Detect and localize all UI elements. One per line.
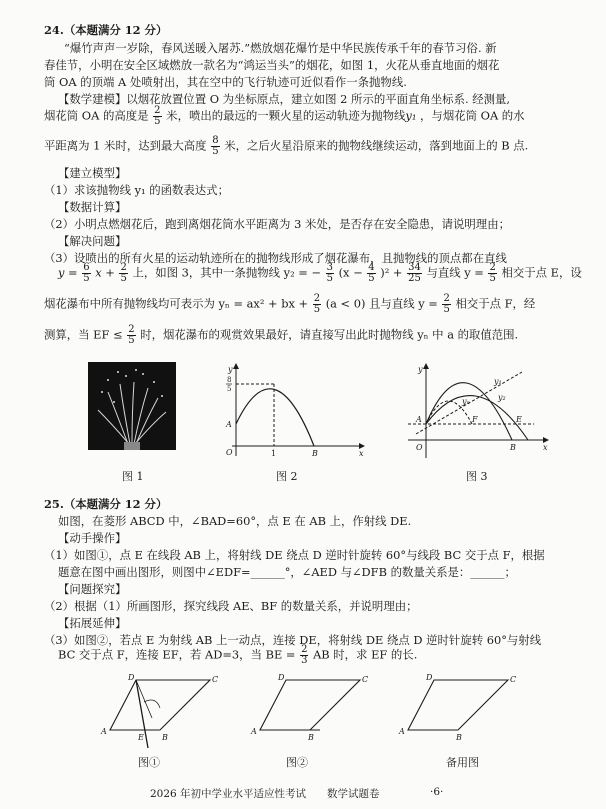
vertex-c-label: C xyxy=(510,675,517,684)
frac-num: 2 xyxy=(301,644,308,655)
y1-curve-label: y₁ xyxy=(494,377,502,386)
fraction-two-fifths xyxy=(153,106,161,127)
tick-8-label: 8 xyxy=(227,376,232,384)
q24-para2-line1: 【数学建模】以烟花放置位置 O 为坐标原点，建立如图 2 所示的平面直角坐标系. 经测量, xyxy=(58,92,510,106)
q3-line2-b: x + xyxy=(95,265,115,280)
fraction-two-thirds xyxy=(300,645,308,666)
fraction-four-fifths xyxy=(367,263,375,284)
q24-para2-line3 xyxy=(44,136,528,157)
fraction-two-fifths xyxy=(313,294,321,315)
fraction-two-fifths xyxy=(488,263,496,284)
fraction-two-fifths xyxy=(442,294,450,315)
frac-den: 5 xyxy=(154,116,161,127)
frac-num: 2 xyxy=(489,262,496,273)
vertex-b-label: B xyxy=(162,733,168,742)
q24-para1-line1: “爆竹声声一岁除，春风送暖入屠苏.”燃放烟花爆竹是中华民族传承千年的春节习俗. 新 xyxy=(64,41,497,55)
y-axis-label: y xyxy=(228,365,233,374)
fraction-eight-fifths xyxy=(211,136,219,157)
frac-num: 6 xyxy=(83,262,90,273)
y-axis-label: y xyxy=(418,365,423,374)
frac-num: 2 xyxy=(120,262,127,273)
q25-para1: 如图，在菱形 ABCD 中，∠BAD=60°，点 E 在 AB 上，作射线 DE. xyxy=(58,514,412,528)
frac-den: 5 xyxy=(326,273,333,284)
x-axis-label: x xyxy=(543,443,548,452)
frac-den: 5 xyxy=(489,273,496,284)
q25-question-1-line2: 题意在图中画出图形，则图中∠EDF=______°，∠AED 与∠DFB 的数量关系是：______； xyxy=(58,565,516,579)
frac-num: 8 xyxy=(212,135,219,146)
q24-heading-model: 【建立模型】 xyxy=(58,166,127,180)
frac-num: 4 xyxy=(368,262,375,273)
point-e-label: E xyxy=(516,415,522,424)
q24-title: 24.（本题满分 12 分） xyxy=(44,23,168,37)
q24-para2-line3-b: 米，之后火星沿原来的抛物线继续运动，落到地面上的 B 点. xyxy=(224,138,529,153)
vertex-a-label: A xyxy=(251,727,257,736)
vertex-c-label: C xyxy=(212,675,219,684)
tick-1-label: 1 xyxy=(271,449,277,458)
q24-para2-line2-c: ，与烟花筒 OA 的水 xyxy=(420,108,525,123)
rhombus-figure-1 xyxy=(98,672,228,750)
rhombus-figure-2 xyxy=(250,672,380,750)
q24-heading-solve: 【解决问题】 xyxy=(58,234,127,248)
frac-num: 2 xyxy=(154,105,161,116)
fraction-two-fifths xyxy=(127,325,135,346)
frac-den: 5 xyxy=(313,304,321,315)
fraction-two-fifths xyxy=(119,263,127,284)
parabola-y1 xyxy=(236,389,314,446)
figure-2-caption: 图 2 xyxy=(276,470,298,483)
figure-1-circled-caption: 图① xyxy=(138,756,160,769)
frac-num: 34 xyxy=(408,262,421,273)
q25-q3-line2-b: AB 时，求 EF 的长. xyxy=(313,647,418,662)
rhombus-spare-figure xyxy=(398,672,528,750)
q25-heading-extend: 【拓展延伸】 xyxy=(58,616,127,630)
point-b-label: B xyxy=(510,443,516,452)
q24-question-3-line2 xyxy=(58,263,582,284)
fireworks-photo xyxy=(88,362,176,450)
q3-line2-d: (x − xyxy=(338,265,363,280)
point-a-label: A xyxy=(416,415,422,424)
origin-label: O xyxy=(226,448,233,457)
q3-line3-a: 烟花瀑布中所有抛物线均可表示为 yₙ = ax² + bx + xyxy=(44,296,309,311)
q3-line4-a: 测算，当 EF ≤ xyxy=(44,327,123,342)
rhombus-abcd xyxy=(110,680,210,730)
q24-question-1: （1）求该抛物线 y₁ 的函数表达式； xyxy=(44,183,229,197)
q25-title: 25.（本题满分 12 分） xyxy=(44,497,168,511)
q24-para1-line2: 春佳节，小明在安全区域燃放一款名为“鸿运当头”的烟花，如图 1，火花从垂直地面的烟花 xyxy=(44,58,500,72)
frac-den: 25 xyxy=(408,273,421,284)
fraction-34-25 xyxy=(407,263,422,284)
construction-line xyxy=(136,680,152,718)
q24-question-2: （2）小明点燃烟花后，跑到离烟花筒水平距离为 3 米处，是否存在安全隐患，请说明理由； xyxy=(44,217,510,231)
q3-line2-a: y = xyxy=(58,265,78,280)
vertex-d-label: D xyxy=(426,673,433,682)
origin-label: O xyxy=(416,443,423,452)
q25-question-3-line2 xyxy=(58,645,417,666)
vertex-a-label: A xyxy=(101,727,107,736)
vertex-d-label: D xyxy=(128,673,135,682)
frac-den: 5 xyxy=(368,273,375,284)
y2-curve-label: y₂ xyxy=(498,393,506,402)
rhombus-abcd xyxy=(408,680,508,730)
rhombus-abcd xyxy=(260,680,360,730)
point-b-label: B xyxy=(312,449,318,458)
q24-question-3-line3 xyxy=(44,294,535,315)
vertex-b-label: B xyxy=(456,733,462,742)
tick-5-label: 5 xyxy=(227,385,232,393)
q24-para2-line2 xyxy=(44,106,525,127)
frac-num: 2 xyxy=(443,293,450,304)
vertex-d-label: D xyxy=(278,673,285,682)
spare-figure-caption: 备用图 xyxy=(446,756,479,769)
frac-den: 5 xyxy=(212,146,219,157)
q25-question-2: （2）根据（1）所画图形，探究线段 AE、BF 的数量关系，并说明理由； xyxy=(44,599,418,613)
point-e-label: E xyxy=(138,733,144,742)
q3-line3-b: (a < 0) 且与直线 y = xyxy=(325,296,438,311)
parabola-y1 xyxy=(426,383,512,440)
q25-question-3-line1: （3）如图②，若点 E 为射线 AB 上一动点，连接 DE，将射线 DE 绕点 D 逆时针旋转 60°与射线 xyxy=(44,633,542,647)
vertex-a-label: A xyxy=(399,727,405,736)
q25-q3-line2-a: BC 交于点 F，连接 EF，若 AD=3，当 BE = xyxy=(58,647,296,662)
q25-heading-hands-on: 【动手操作】 xyxy=(58,531,127,545)
point-f-label: F xyxy=(472,415,478,424)
q3-line4-b: 时，烟花瀑布的观赏效果最好，请直接写出此时抛物线 yₙ 中 a 的取值范围. xyxy=(140,327,519,342)
q24-heading-calc: 【数据计算】 xyxy=(58,200,127,214)
q24-para1-line3: 筒 OA 的顶端 A 处喷射出，其在空中的飞行轨迹可近似看作一条抛物线. xyxy=(44,75,407,89)
figure-3-graph xyxy=(402,360,552,460)
q3-line2-f: 与直线 y = xyxy=(426,265,484,280)
frac-num: 3 xyxy=(326,262,333,273)
yn-curve-label: yₙ xyxy=(462,397,470,406)
q24-question-3-line1: （3）设喷出的所有火星的运动轨迹所在的抛物线形成了烟花瀑布，且抛物线的顶点都在直线 xyxy=(44,251,507,265)
y1-symbol: y₁ xyxy=(405,108,417,123)
figure-2-graph xyxy=(218,360,368,460)
q24-question-3-line4 xyxy=(44,325,518,346)
frac-num: 2 xyxy=(128,324,135,335)
frac-num: 2 xyxy=(313,293,321,304)
figure-2-circled-caption: 图② xyxy=(286,756,308,769)
vertex-b-label: B xyxy=(308,733,314,742)
fraction-three-fifths xyxy=(326,263,334,284)
point-a-label: A xyxy=(226,420,232,429)
frac-den: 3 xyxy=(301,655,308,666)
frac-den: 5 xyxy=(128,335,135,346)
figure-1-caption: 图 1 xyxy=(122,470,144,483)
q3-line2-g: 相交于点 E，设 xyxy=(501,265,582,280)
q3-line3-c: 相交于点 F，经 xyxy=(455,296,536,311)
page-number: ·6· xyxy=(430,786,444,798)
q3-line2-e: )² + xyxy=(380,265,403,280)
vertex-c-label: C xyxy=(362,675,369,684)
q3-line2-c: 上，如图 3，其中一条抛物线 y₂ = − xyxy=(132,265,321,280)
q24-para2-line2-b: 米，喷出的最远的一颗火星的运动轨迹为抛物线 xyxy=(166,108,406,123)
q25-heading-explore: 【问题探究】 xyxy=(58,582,127,596)
x-axis-label: x xyxy=(359,449,364,458)
frac-den: 5 xyxy=(120,273,127,284)
fraction-six-fifths xyxy=(82,263,90,284)
q25-question-1-line1: （1）如图①，点 E 在线段 AB 上，将射线 DE 绕点 D 逆时针旋转 60°与线段 BC 交于点 F，根据 xyxy=(44,548,545,562)
frac-den: 5 xyxy=(443,304,450,315)
page-footer: 2026 年初中学业水平适应性考试 数学试题卷 xyxy=(150,788,380,800)
frac-den: 5 xyxy=(83,273,90,284)
figure-3-caption: 图 3 xyxy=(466,470,488,483)
q24-para2-line3-a: 平距离为 1 米时，达到最大高度 xyxy=(44,138,207,153)
q24-para2-line2-a: 烟花筒 OA 的高度是 xyxy=(44,108,149,123)
